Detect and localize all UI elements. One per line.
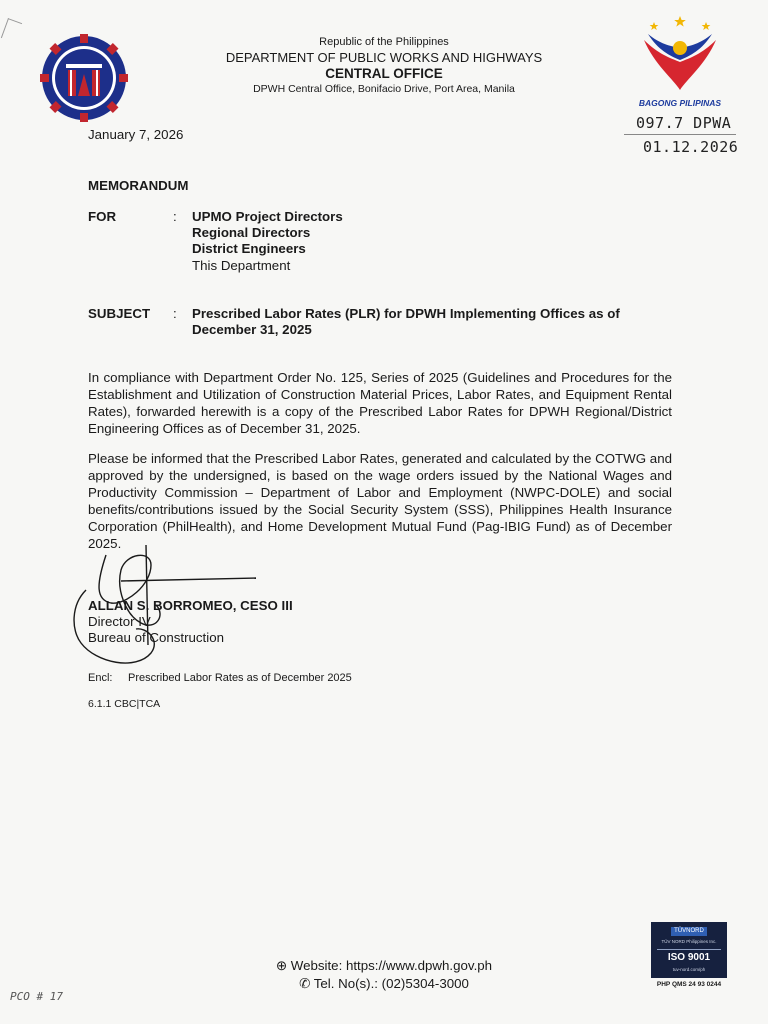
receipt-underline bbox=[624, 134, 736, 135]
recipient-2: Regional Directors bbox=[192, 225, 311, 240]
subject-label: SUBJECT bbox=[88, 306, 151, 321]
globe-icon: ⊕ bbox=[275, 958, 288, 973]
footer-website bbox=[0, 958, 768, 974]
body-paragraph-1: In compliance with Department Order No. 125, Series of 2025 (Guidelines and Procedures for the Establishment and Utilization of Construction Material Prices, Labor Rates, and Equipment Rental Rates), forwarded herewith is a copy of the Prescribed Labor Rates for DPWH Regional/District Engineering Offices as of December 31, 2025. bbox=[88, 370, 672, 436]
enclosure-text: Prescribed Labor Rates as of December 2025 bbox=[128, 672, 352, 684]
subject-colon: : bbox=[173, 306, 177, 321]
margin-note: PCO # 17 bbox=[10, 990, 63, 1003]
iso-subtitle: TÜV NORD Philippines Inc. bbox=[661, 939, 717, 944]
phone-icon: ✆ bbox=[299, 976, 311, 991]
iso-site: tuv-nord.com/ph bbox=[672, 967, 706, 972]
recipient-1: UPMO Project Directors bbox=[192, 209, 343, 224]
footer-website-text: Website: https://www.dpwh.gov.ph bbox=[290, 958, 493, 973]
iso-brand: TÜVNORD bbox=[671, 927, 707, 936]
header-department: DEPARTMENT OF PUBLIC WORKS AND HIGHWAYS bbox=[225, 50, 543, 65]
memo-date: January 7, 2026 bbox=[88, 127, 184, 142]
bagong-pilipinas-text: BAGONG PILIPINAS bbox=[638, 98, 722, 108]
receipt-number: 097.7 DPWA bbox=[636, 114, 732, 132]
header-address: DPWH Central Office, Bonifacio Drive, Port Area, Manila bbox=[253, 83, 515, 95]
footer-tel bbox=[0, 976, 768, 992]
header-office: CENTRAL OFFICE bbox=[325, 66, 443, 81]
subject-line-2: December 31, 2025 bbox=[192, 322, 312, 337]
subject-line-1: Prescribed Labor Rates (PLR) for DPWH Implementing Offices as of bbox=[192, 306, 620, 321]
enclosure-label: Encl: bbox=[88, 672, 113, 684]
signatory-name: ALLAN S. BORROMEO, CESO III bbox=[88, 598, 293, 613]
iso-standard: ISO 9001 bbox=[667, 952, 711, 963]
receipt-date: 01.12.2026 bbox=[643, 138, 739, 156]
iso-divider bbox=[657, 949, 721, 950]
for-colon: : bbox=[173, 209, 177, 224]
signatory-title: Director IV bbox=[88, 614, 151, 629]
body-paragraph-2: Please be informed that the Prescribed Labor Rates, generated and calculated by the COTWG and approved by the undersigned, is based on the wage orders issued by the National Wages and Productivity Commission – Department of Labor and Employment (NWPC-DOLE) and social benefits/contributions issued by the Social Security System (SSS), Philippines Health Insurance Corporation (PhilHealth), and Home Development Mutual Fund (Pag-IBIG Fund) as of December 2025. bbox=[88, 451, 672, 551]
recipient-3: District Engineers bbox=[192, 241, 306, 256]
recipients-note: This Department bbox=[192, 258, 291, 273]
footer-tel-text: Tel. No(s).: (02)5304-3000 bbox=[313, 976, 469, 991]
memo-heading: MEMORANDUM bbox=[88, 178, 189, 193]
signatory-office: Bureau of Construction bbox=[88, 630, 225, 645]
reference-code: 6.1.1 CBC|TCA bbox=[88, 698, 161, 710]
iso-cert: PHP QMS 24 93 0244 bbox=[656, 981, 722, 988]
header-republic: Republic of the Philippines bbox=[319, 36, 449, 48]
for-label: FOR bbox=[88, 209, 117, 224]
bagong-pilipinas-logo bbox=[634, 14, 726, 98]
